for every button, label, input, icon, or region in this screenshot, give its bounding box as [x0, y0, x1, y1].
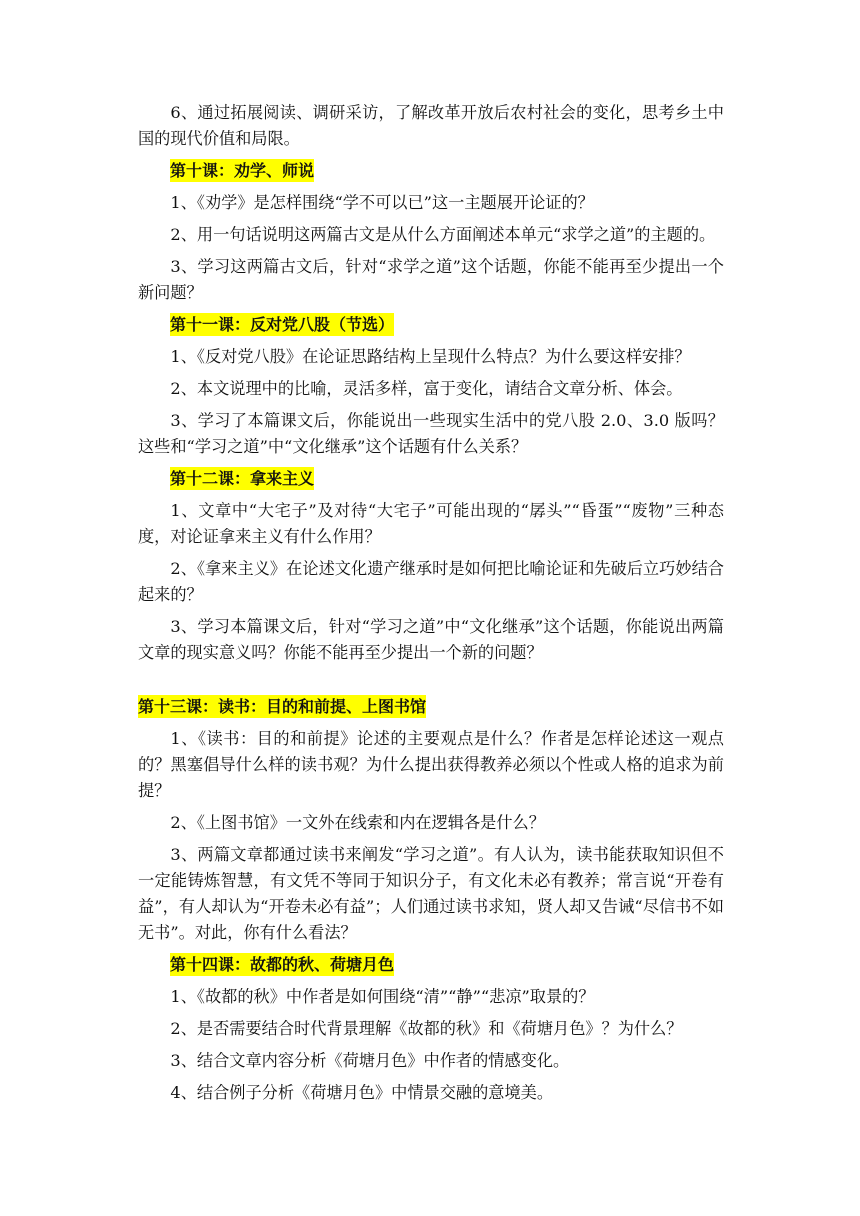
document-body — [138, 100, 724, 1112]
lesson-11-question-2: 2、本文说理中的比喻，灵活多样，富于变化，请结合文章分析、体会。 — [170, 379, 683, 398]
lesson-14-question-3: 3、结合文章内容分析《荷塘月色》中作者的情感变化。 — [170, 1051, 570, 1070]
lesson-11-question-1: 1、《反对党八股》在论证思路结构上呈现什么特点？为什么要这样安排？ — [170, 347, 691, 366]
lesson-14-heading — [138, 952, 724, 978]
intro-item-6: 6、通过拓展阅读、调研采访，了解改革开放后农村社会的变化，思考乡土中国的现代价值和局限。 — [138, 103, 724, 148]
lesson-10-title: 第十课：劝学、师说 — [170, 161, 315, 180]
lesson-11-title: 第十一课：反对党八股（节选） — [170, 315, 395, 334]
lesson-11-heading — [138, 312, 724, 338]
lesson-13-question-1: 1、《读书：目的和前提》论述的主要观点是什么？作者是怎样论述这一观点的？黑塞倡导什么样的读书观？为什么提出获得教养必须以个性或人格的追求为前提？ — [138, 729, 724, 800]
lesson-12-title: 第十二课：拿来主义 — [170, 469, 315, 488]
lesson-10-question-3: 3、学习这两篇古文后，针对“求学之道”这个话题，你能不能再至少提出一个新问题？ — [138, 257, 724, 302]
lesson-13-heading — [138, 694, 724, 720]
lesson-14-title: 第十四课：故都的秋、荷塘月色 — [170, 955, 395, 974]
lesson-10-question-1: 1、《劝学》是怎样围绕“学不可以已”这一主题展开论证的？ — [170, 193, 594, 212]
lesson-13-question-2: 2、《上图书馆》一文外在线索和内在逻辑各是什么？ — [170, 813, 545, 832]
lesson-12-heading — [138, 466, 724, 492]
lesson-10-heading — [138, 158, 724, 184]
lesson-12-question-2: 2、《拿来主义》在论述文化遗产继承时是如何把比喻论证和先破后立巧妙结合起来的？ — [138, 559, 724, 604]
lesson-14-question-4: 4、结合例子分析《荷塘月色》中情景交融的意境美。 — [170, 1083, 554, 1102]
lesson-12-question-3: 3、学习本篇课文后，针对“学习之道”中“文化继承”这个话题，你能说出两篇文章的现实意义吗？你能不能再至少提出一个新的问题？ — [138, 617, 724, 662]
lesson-14-question-2: 2、是否需要结合时代背景理解《故都的秋》和《荷塘月色》？为什么？ — [170, 1019, 683, 1038]
section-spacer — [138, 672, 724, 694]
lesson-11-question-3: 3、学习了本篇课文后，你能说出一些现实生活中的党八股 2.0、3.0 版吗？这些和“学习之道”中“文化继承”这个话题有什么关系？ — [138, 411, 724, 456]
lesson-14-question-1: 1、《故都的秋》中作者是如何围绕“清”“静”“悲凉”取景的？ — [170, 987, 595, 1006]
lesson-13-title: 第十三课：读书：目的和前提、上图书馆 — [138, 697, 427, 716]
lesson-10-question-2: 2、用一句话说明这两篇古文是从什么方面阐述本单元“求学之道”的主题的。 — [170, 225, 716, 244]
lesson-13-question-3: 3、两篇文章都通过读书来阐发“学习之道”。有人认为，读书能获取知识但不一定能铸炼智慧，有文凭不等同于知识分子，有文化未必有教养；常言说“开卷有益”，有人却认为“开卷未必有益”；人们通过读书求知，贤人却又告诫“尽信书不如无书”。对此，你有什么看法？ — [138, 845, 724, 942]
lesson-12-question-1: 1、文章中“大宅子”及对待“大宅子”可能出现的“孱头”“昏蛋”“废物”三种态度，对论证拿来主义有什么作用？ — [138, 501, 724, 546]
